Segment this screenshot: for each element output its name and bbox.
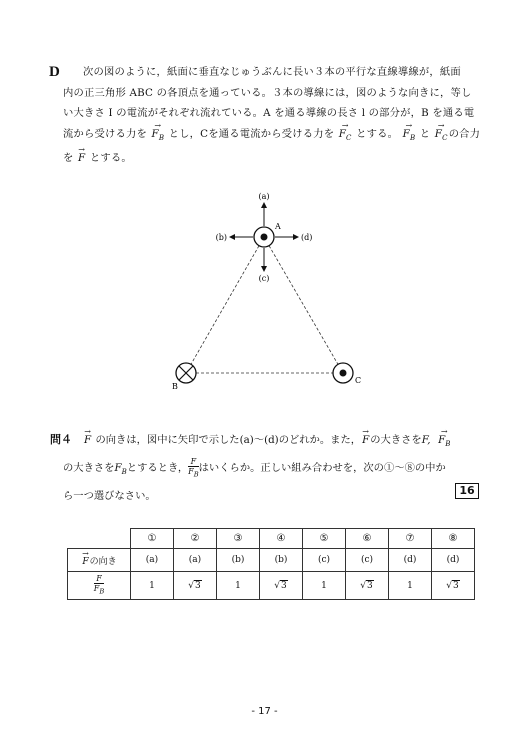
side-AB (186, 237, 264, 373)
vector-FB-q: → $F_B$ (437, 428, 451, 456)
choice-7: ⑦ (389, 529, 432, 549)
choice-6: ⑥ (346, 529, 389, 549)
direction-cell: (b) (217, 549, 260, 572)
ratio-row-header: $\frac{F}{F_B}$ (68, 572, 131, 600)
problem-line-2: 内の正三角形 ABC の各頂点を通っている。３本の導線には，図のような向きに，等し (63, 86, 472, 99)
vector-FB-2: → $F_B$ (402, 124, 417, 149)
vertex-C-label: C (355, 376, 362, 385)
direction-cell: (a) (174, 549, 217, 572)
page-number: - 17 - (251, 706, 278, 717)
ratio-cell: √3 (346, 572, 389, 600)
wire-C-out-of-page-icon (333, 363, 353, 383)
vector-FC-2: → $F_C$ (434, 124, 449, 149)
vector-F-q2: → F (361, 428, 370, 452)
answer-number-box: 16 (455, 483, 479, 499)
choice-header-row (68, 529, 475, 549)
problem-line-1: 次の図のように，紙面に垂直なじゅうぶんに長い３本の平行な直線導線が，紙面 (83, 66, 461, 78)
direction-cell: (d) (389, 549, 432, 572)
ratio-cell: 1 (131, 572, 174, 600)
table-corner (68, 529, 131, 549)
problem-line-4: 流から受ける力を → $F_B$ とし，Cを通る電流から受ける力を → $F_C$ とする。 → $F_B$ と → $F_C$の合力 (63, 124, 483, 149)
direction-cell: (c) (303, 549, 346, 572)
question-line-2: の大きさを$F_B$とするとき， $\frac{F}{F_B}$ はいくらか。正しい組み合わせを，次の①〜⑧の中か (63, 456, 446, 479)
choice-5: ⑤ (303, 529, 346, 549)
choice-4: ④ (260, 529, 303, 549)
problem-line-5: を → F とする。 (63, 148, 483, 169)
label-a: (a) (258, 192, 270, 201)
wire-B-into-page-icon (176, 363, 196, 383)
direction-cell: (c) (346, 549, 389, 572)
answer-choices-table (67, 528, 475, 600)
direction-cell: (b) (260, 549, 303, 572)
question-number: 問４ (50, 433, 72, 446)
choice-3: ③ (217, 529, 260, 549)
ratio-row (68, 572, 475, 600)
question-line-3: ら一つ選びなさい。 (63, 490, 156, 503)
label-c: (c) (258, 274, 270, 283)
section-label: D (49, 64, 60, 80)
question-line-1: → F の向きは，図中に矢印で示した(a)〜(d)のどれか。また，→ Fの大きさをF, → $F_B$ (83, 428, 483, 456)
choice-8: ⑧ (432, 529, 475, 549)
ratio-fraction: $\frac{F}{F_B}$ (188, 456, 199, 479)
vector-F: → F (77, 148, 86, 169)
ratio-cell: 1 (389, 572, 432, 600)
ratio-cell: √3 (174, 572, 217, 600)
ratio-cell: √3 (260, 572, 303, 600)
triangle-figure (165, 185, 365, 395)
vector-FB: → $F_B$ (150, 124, 165, 149)
vertex-A-label: A (275, 222, 281, 231)
direction-cell: (a) (131, 549, 174, 572)
problem-text (63, 62, 483, 169)
direction-row (68, 549, 475, 572)
choice-1: ① (131, 529, 174, 549)
ratio-cell: 1 (303, 572, 346, 600)
ratio-cell: √3 (432, 572, 475, 600)
direction-cell: (d) (432, 549, 475, 572)
vector-F-q: → F (83, 428, 92, 452)
ratio-cell: 1 (217, 572, 260, 600)
wire-A-out-of-page-icon (254, 227, 274, 247)
choice-2: ② (174, 529, 217, 549)
label-b: (b) (215, 233, 227, 242)
direction-row-header: → Fの向き (68, 549, 131, 572)
question-text (63, 428, 483, 508)
side-AC (264, 237, 343, 373)
vector-FC: → $F_C$ (338, 124, 353, 149)
vertex-B-label: B (172, 382, 178, 391)
problem-line-3: い大きさ I の電流がそれぞれ流れている。A を通る導線の長さ l の部分が，B を通る電 (63, 107, 475, 119)
label-d: (d) (301, 233, 313, 242)
